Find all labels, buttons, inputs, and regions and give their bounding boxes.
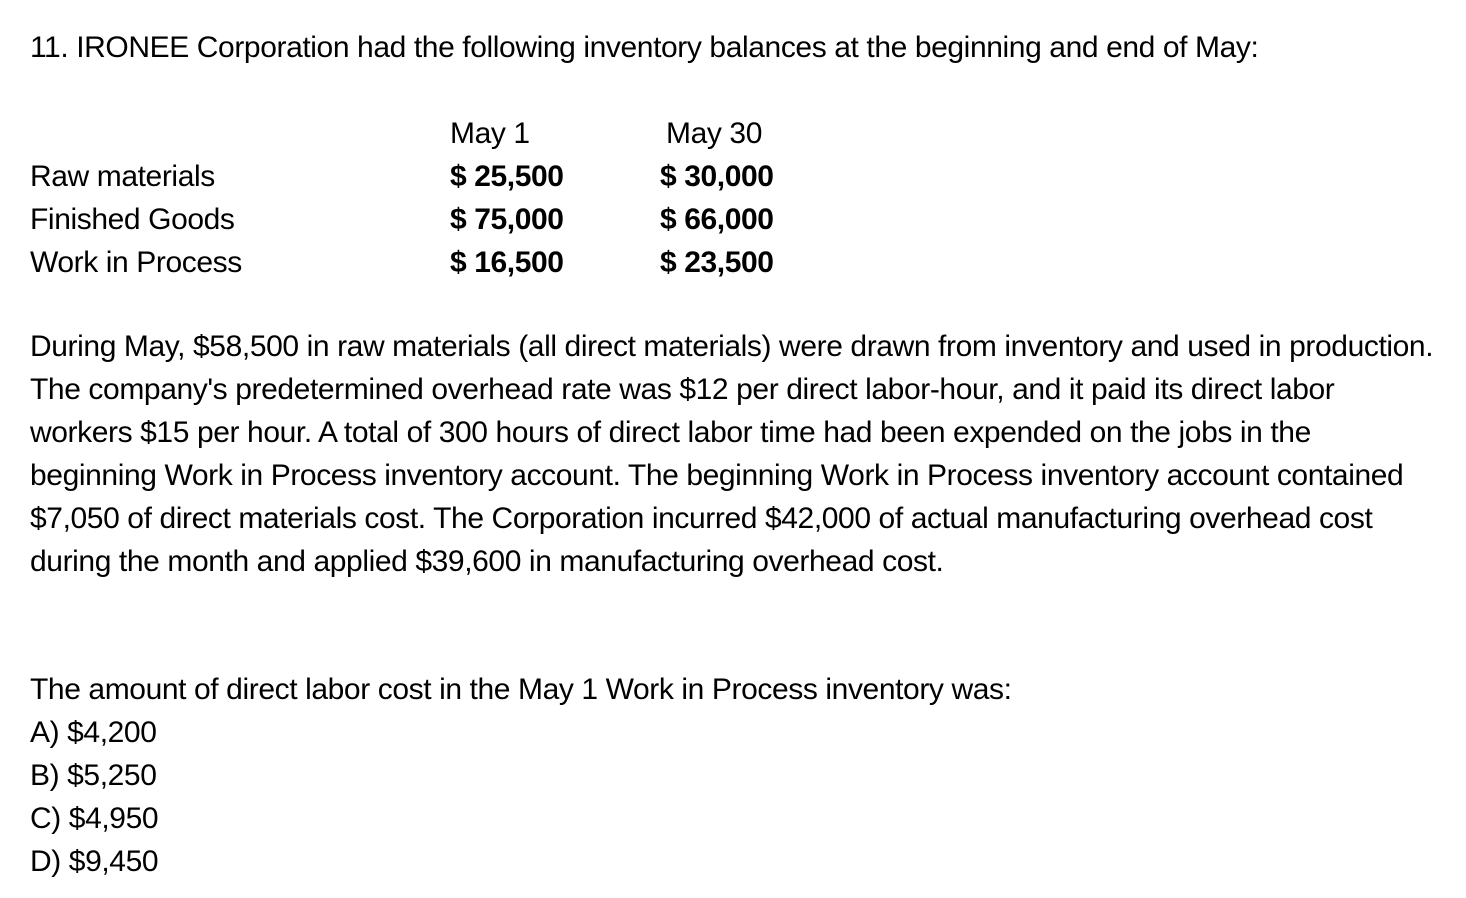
column-header-may-1: May 1 (450, 117, 530, 150)
choice-c[interactable]: C) $4,950 (30, 802, 159, 835)
row-label: Work in Process (30, 246, 242, 279)
question-title: 11. IRONEE Corporation had the following inventory balances at the beginning and end of May: (30, 31, 1259, 64)
choice-a[interactable]: A) $4,200 (30, 716, 157, 749)
may30-value: $ 23,500 (660, 246, 774, 279)
may1-value: $ 16,500 (450, 246, 564, 279)
row-label: Raw materials (30, 160, 215, 193)
row-label: Finished Goods (30, 203, 235, 236)
may1-value: $ 75,000 (450, 203, 564, 236)
may30-value: $ 66,000 (660, 203, 774, 236)
question-prompt: The amount of direct labor cost in the May 1 Work in Process inventory was: (30, 673, 1012, 706)
answer-choices (30, 711, 158, 883)
column-header-may-30: May 30 (666, 117, 762, 150)
may30-value: $ 30,000 (660, 160, 774, 193)
choice-b[interactable]: B) $5,250 (30, 759, 157, 792)
may1-value: $ 25,500 (450, 160, 564, 193)
question-body: During May, $58,500 in raw materials (all direct materials) were drawn from inventory and used in production. The company's predetermined overhead rate was $12 per direct labor-hour, and it paid its direct labor workers $15 per hour. A total of 300 hours of direct labor time had been expended on the jobs in the beginning Work in Process inventory account. The beginning Work in Process inventory account contained $7,050 of direct materials cost. The Corporation incurred $42,000 of actual manufacturing overhead cost during the month and applied $39,600 in manufacturing overhead cost. (30, 330, 1434, 578)
choice-d[interactable]: D) $9,450 (30, 845, 159, 878)
